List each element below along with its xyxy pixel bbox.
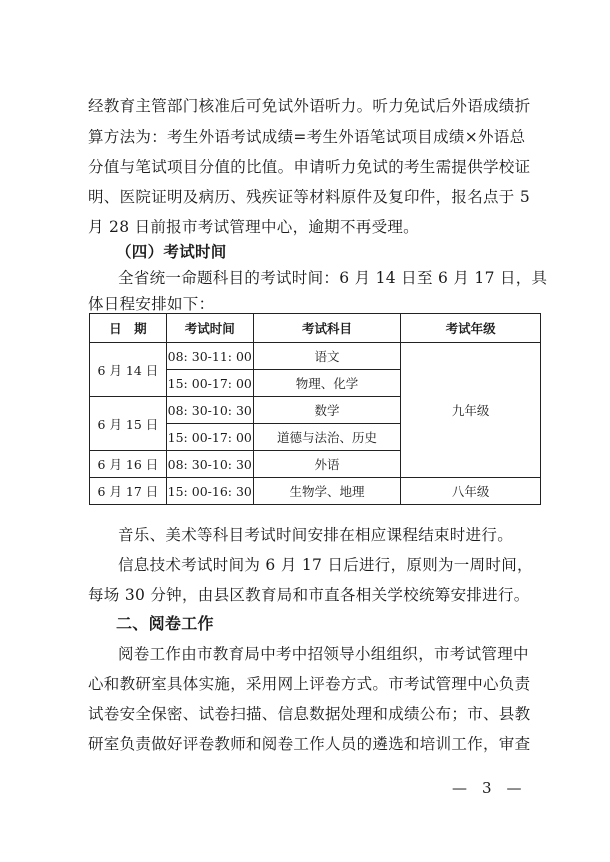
paragraph-line: 阅卷工作由市教育局中考中招领导小组组织，市考试管理中 bbox=[118, 645, 529, 663]
section-heading: （四）考试时间 bbox=[116, 243, 227, 261]
header-subject: 考试科目 bbox=[253, 314, 401, 343]
date-cell: 6 月 14 日 bbox=[90, 343, 167, 397]
table-row bbox=[90, 343, 541, 370]
subject-cell: 物理、化学 bbox=[253, 370, 401, 397]
paragraph-line: 信息技术考试时间为 6 月 17 日后进行，原则为一周时间， bbox=[118, 556, 533, 574]
paragraph-line: 音乐、美术等科目考试时间安排在相应课程结束时进行。 bbox=[118, 526, 514, 544]
subject-cell: 外语 bbox=[253, 451, 401, 478]
subject-cell: 道德与法治、历史 bbox=[253, 424, 401, 451]
time-cell: 08: 30-10: 30 bbox=[166, 397, 253, 424]
time-cell: 15: 00-16: 30 bbox=[166, 478, 253, 505]
date-cell: 6 月 16 日 bbox=[90, 451, 167, 478]
paragraph-line: 分值与笔试项目分值的比值。申请听力免试的考生需提供学校证 bbox=[88, 158, 531, 176]
subject-cell: 语文 bbox=[253, 343, 401, 370]
table-row bbox=[90, 478, 541, 505]
header-time: 考试时间 bbox=[166, 314, 253, 343]
header-grade: 考试年级 bbox=[401, 314, 541, 343]
paragraph-line: 算方法为：考生外语考试成绩=考生外语笔试项目成绩×外语总 bbox=[88, 128, 526, 146]
time-cell: 08: 30-11: 00 bbox=[166, 343, 253, 370]
header-date: 日 期 bbox=[90, 314, 167, 343]
exam-schedule-table bbox=[89, 313, 541, 505]
grade-cell: 九年级 bbox=[401, 343, 541, 478]
section-heading: 二、阅卷工作 bbox=[116, 614, 214, 633]
paragraph-line: 研室负责做好评卷教师和阅卷工作人员的遴选和培训工作，审查 bbox=[88, 735, 531, 753]
date-cell: 6 月 17 日 bbox=[90, 478, 167, 505]
table-header-row bbox=[90, 314, 541, 343]
subject-cell: 生物学、地理 bbox=[253, 478, 401, 505]
paragraph-line: 全省统一命题科目的考试时间：6 月 14 日至 6 月 17 日，具 bbox=[118, 269, 548, 287]
paragraph-line: 经教育主管部门核准后可免试外语听力。听力免试后外语成绩折 bbox=[88, 97, 531, 115]
time-cell: 15: 00-17: 00 bbox=[166, 424, 253, 451]
grade-cell: 八年级 bbox=[401, 478, 541, 505]
paragraph-line: 试卷安全保密、试卷扫描、信息数据处理和成绩公布；市、县教 bbox=[88, 705, 531, 723]
page-number: — 3 — bbox=[452, 779, 522, 797]
paragraph-line: 明、医院证明及病历、残疾证等材料原件及复印件，报名点于 5 bbox=[88, 188, 530, 206]
date-cell: 6 月 15 日 bbox=[90, 397, 167, 451]
paragraph-line: 体日程安排如下： bbox=[88, 295, 215, 313]
paragraph-line: 月 28 日前报市考试管理中心，逾期不再受理。 bbox=[88, 218, 419, 236]
paragraph-line: 心和教研室具体实施，采用网上评卷方式。市考试管理中心负责 bbox=[88, 675, 531, 693]
paragraph-line: 每场 30 分钟，由县区教育局和市直各相关学校统筹安排进行。 bbox=[88, 586, 530, 604]
subject-cell: 数学 bbox=[253, 397, 401, 424]
time-cell: 15: 00-17: 00 bbox=[166, 370, 253, 397]
time-cell: 08: 30-10: 30 bbox=[166, 451, 253, 478]
